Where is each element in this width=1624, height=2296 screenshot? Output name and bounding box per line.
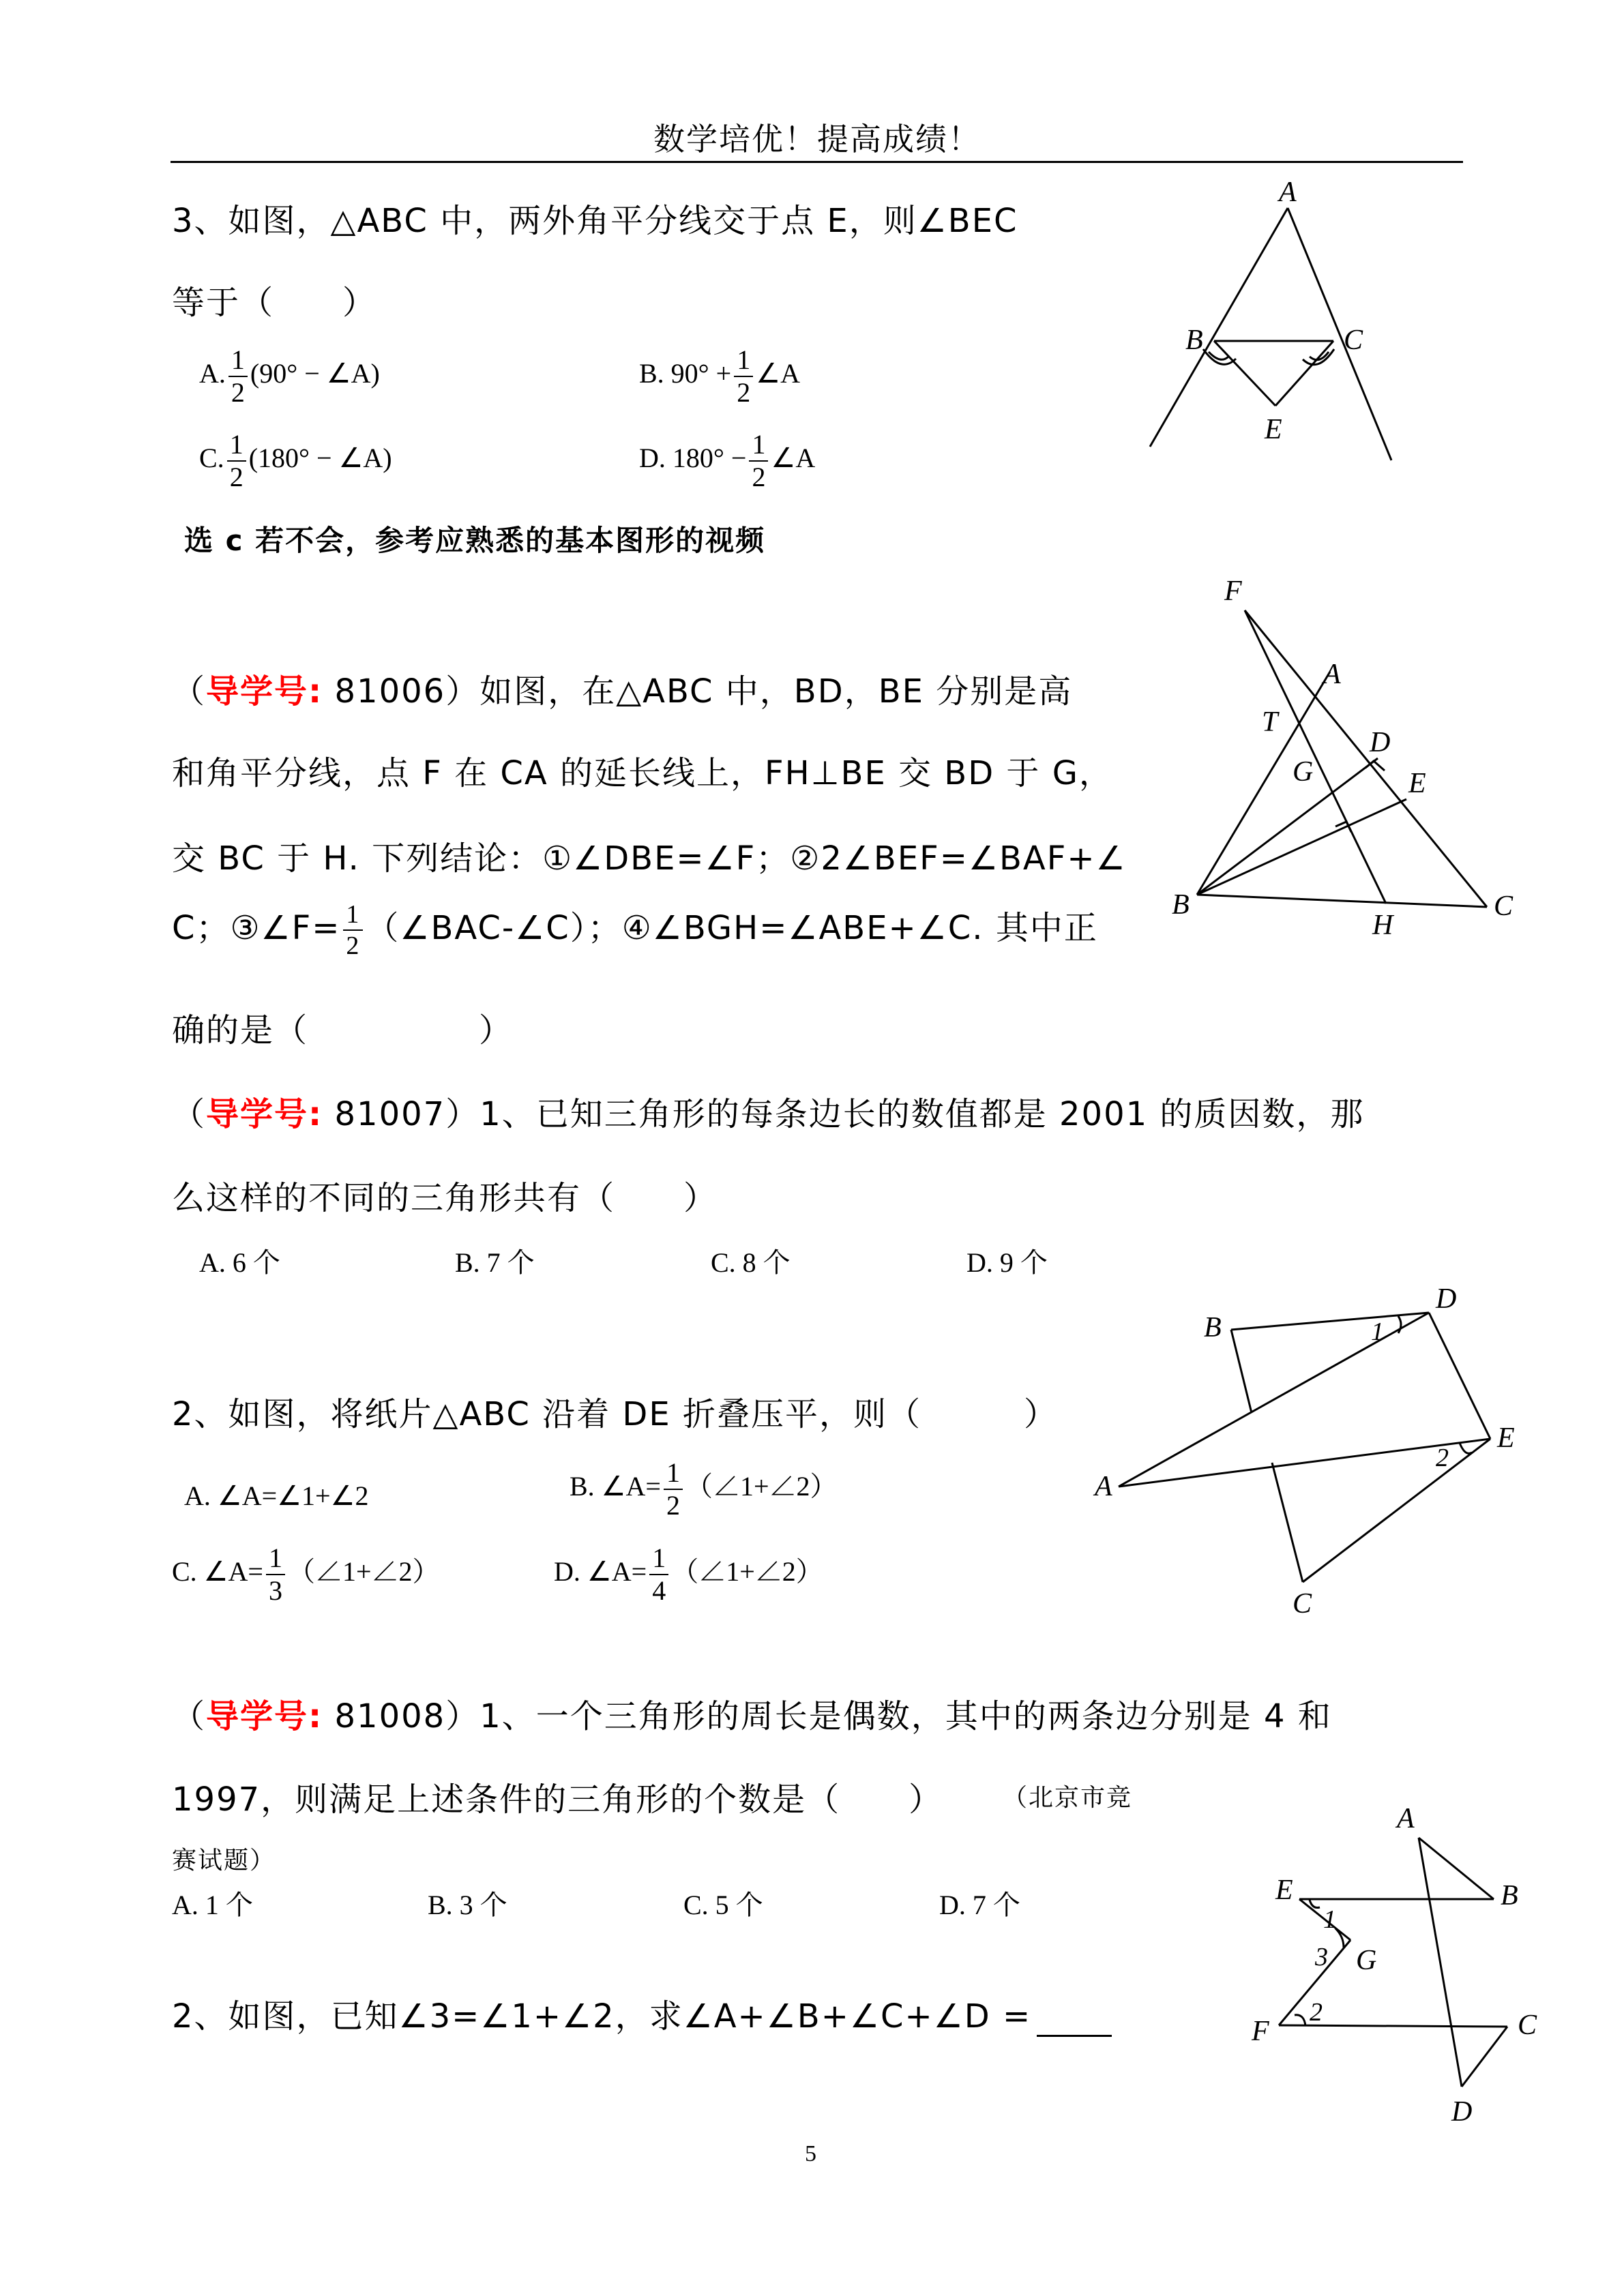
q1-option-b: B. 90° + $\frac{1}{2}$ ∠A	[639, 344, 800, 408]
fig4-label-1: 1	[1323, 1905, 1336, 1934]
q2-line2: 和角平分线，点 F 在 CA 的延长线上，FH⊥BE 交 BD 于 G，	[172, 754, 1113, 792]
q5-option-c: C. 5 个	[683, 1890, 763, 1920]
q6-line1: 2、如图，已知∠3=∠1+∠2，求∠A+∠B+∠C+∠D =	[172, 1990, 1112, 2037]
fig2-label-b: B	[1172, 889, 1190, 921]
q1-note: 选 c 若不会，参考应熟悉的基本图形的视频	[184, 524, 766, 557]
q2-line3: 交 BC 于 H. 下列结论：①∠DBE=∠F；②2∠BEF=∠BAF+∠	[172, 839, 1127, 878]
fig3-label-e: E	[1497, 1422, 1515, 1454]
fig2-label-f: F	[1224, 576, 1242, 607]
q5-option-b: B. 3 个	[428, 1890, 507, 1920]
q2-line1: （导学号: 81006）如图，在△ABC 中，BD，BE 分别是高	[172, 672, 1073, 711]
q1-option-d: D. 180° − $\frac{1}{2}$ ∠A	[639, 429, 816, 492]
answer-blank[interactable]	[1037, 2001, 1112, 2037]
q3-option-a: A. 6 个	[199, 1247, 280, 1278]
figure-folded-triangle	[1078, 1268, 1555, 1623]
q2-line4: C；③∠F= $\frac{1}{2}$ （∠BAC-∠C）；④∠BGH=∠ABE+∠C. 其中正	[172, 900, 1098, 960]
page-header-title: 数学培优！提高成绩！	[653, 121, 981, 158]
fig3-label-1: 1	[1371, 1317, 1384, 1346]
q5-source-part1: （北京市竞	[1003, 1784, 1133, 1812]
q2-tag: 导学号	[206, 672, 309, 711]
fig4-label-2: 2	[1310, 1998, 1323, 2027]
fig3-label-a: A	[1095, 1471, 1112, 1502]
fig2-label-c: C	[1494, 891, 1514, 922]
q4-option-a: A. ∠A=∠1+∠2	[184, 1480, 369, 1511]
q5-line2: 1997，则满足上述条件的三角形的个数是（ ）	[172, 1780, 943, 1819]
fig1-label-b: B	[1185, 325, 1203, 356]
q1-option-a: A. $\frac{1}{2}$ (90° − ∠A)	[199, 344, 380, 408]
fig2-label-e: E	[1408, 768, 1426, 799]
q3-tag: 导学号	[206, 1095, 309, 1133]
fig2-label-g: G	[1293, 756, 1314, 788]
fig4-label-d: D	[1451, 2096, 1473, 2128]
fig4-label-b: B	[1501, 1880, 1518, 1911]
q2-line5: 确的是（ ）	[172, 1011, 514, 1049]
q5-option-a: A. 1 个	[172, 1890, 253, 1920]
q1-line1: 3、如图，△ABC 中，两外角平分线交于点 E，则∠BEC	[172, 202, 1018, 240]
fig3-label-d: D	[1436, 1283, 1457, 1315]
figure-angle-sum	[1200, 1787, 1555, 2128]
fig3-label-c: C	[1293, 1588, 1312, 1620]
q3-line1: （导学号: 81007）1、已知三角形的每条边长的数值都是 2001 的质因数，那	[172, 1095, 1365, 1133]
q1-option-c: C. $\frac{1}{2}$ (180° − ∠A)	[199, 429, 392, 492]
q5-tag: 导学号	[206, 1697, 309, 1735]
q3-option-b: B. 7 个	[455, 1247, 535, 1278]
q4-option-c: C. ∠A= $\frac{1}{3}$ （∠1+∠2）	[172, 1542, 440, 1606]
figure-altitude-bisector	[1153, 573, 1541, 955]
fig3-label-2: 2	[1436, 1444, 1449, 1472]
fig4-label-a: A	[1397, 1803, 1415, 1834]
fig2-label-h: H	[1372, 910, 1393, 941]
q5-option-d: D. 7 个	[939, 1890, 1020, 1920]
q5-line1: （导学号: 81008）1、一个三角形的周长是偶数，其中的两条边分别是 4 和	[172, 1697, 1332, 1735]
fig1-label-a: A	[1279, 177, 1297, 208]
page-number: 5	[805, 2141, 816, 2166]
q5-source-part2: 赛试题）	[172, 1847, 276, 1875]
fig4-label-f: F	[1252, 2016, 1269, 2047]
fig2-label-a: A	[1323, 659, 1341, 690]
q1-line2: 等于（ ）	[172, 284, 377, 322]
fig1-label-e: E	[1265, 414, 1282, 445]
figure-external-angle-bisectors	[1125, 170, 1412, 471]
fig1-label-c: C	[1344, 325, 1363, 356]
fig2-label-t: T	[1262, 706, 1278, 738]
q3-option-d: D. 9 个	[966, 1247, 1048, 1278]
fig4-label-3: 3	[1315, 1943, 1328, 1971]
q4-option-d: D. ∠A= $\frac{1}{4}$ （∠1+∠2）	[554, 1542, 823, 1606]
q4-option-b: B. ∠A= $\frac{1}{2}$ （∠1+∠2）	[570, 1457, 838, 1521]
fig2-label-d: D	[1370, 727, 1391, 758]
fig4-label-g: G	[1356, 1945, 1377, 1976]
q3-option-c: C. 8 个	[711, 1247, 791, 1278]
fig4-label-c: C	[1518, 2010, 1537, 2041]
q3-line2: 么这样的不同的三角形共有（ ）	[172, 1179, 718, 1217]
fig4-label-e: E	[1275, 1875, 1293, 1906]
header-rule	[171, 161, 1463, 163]
fig3-label-b: B	[1204, 1312, 1222, 1343]
q4-line1: 2、如图，将纸片△ABC 沿着 DE 折叠压平，则（ ）	[172, 1395, 1058, 1433]
